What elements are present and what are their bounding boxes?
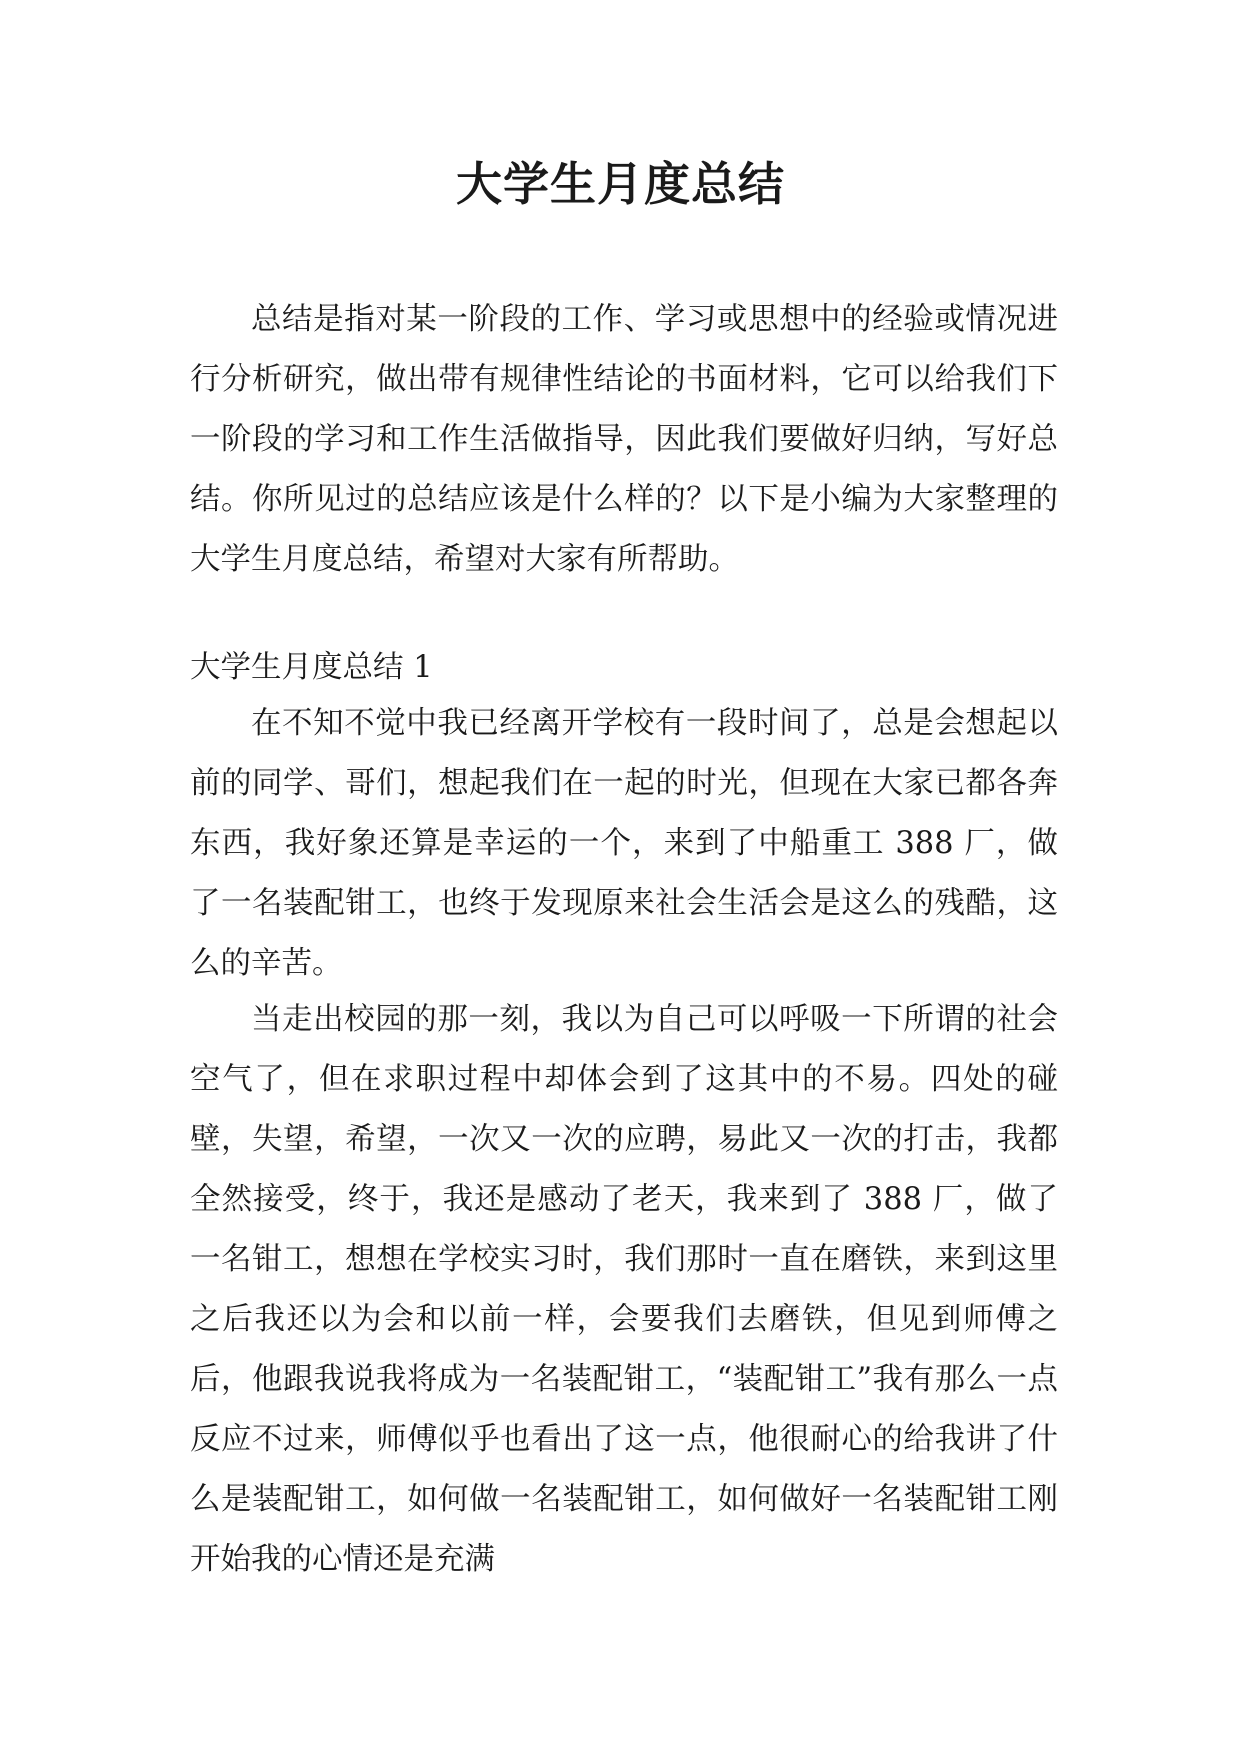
body-paragraph-1: 在不知不觉中我已经离开学校有一段时间了，总是会想起以前的同学、哥们，想起我们在一起的时光，但现在大家已都各奔东西，我好象还算是幸运的一个，来到了中船重工 388 厂，做了一名装配钳工，也终于发现原来社会生活会是这么的残酷，这么的辛苦。 xyxy=(190,706,1058,981)
body-paragraph-2: 当走出校园的那一刻，我以为自己可以呼吸一下所谓的社会空气了，但在求职过程中却体会到了这其中的不易。四处的碰壁，失望，希望，一次又一次的应聘，易此又一次的打击，我都全然接受，终于，我还是感动了老天，我来到了 388 厂，做了一名钳工，想想在学校实习时，我们那时一直在磨铁，来到这里之后我还以为会和以前一样，会要我们去磨铁，但见到师傅之后，他跟我说我将成为一名装配钳工，“装配钳工”我有那么一点反应不过来，师傅似乎也看出了这一点，他很耐心的给我讲了什么是装配钳工，如何做一名装配钳工，如何做好一名装配钳工刚开始我的心情还是充满 xyxy=(190,1002,1058,1577)
section-heading: 大学生月度总结 1 xyxy=(190,650,433,685)
intro-paragraph: 总结是指对某一阶段的工作、学习或思想中的经验或情况进行分析研究，做出带有规律性结论的书面材料，它可以给我们下一阶段的学习和工作生活做指导，因此我们要做好归纳，写好总结。你所见过的总结应该是什么样的？以下是小编为大家整理的大学生月度总结，希望对大家有所帮助。 xyxy=(190,302,1058,577)
document-title: 大学生月度总结 xyxy=(456,157,785,211)
